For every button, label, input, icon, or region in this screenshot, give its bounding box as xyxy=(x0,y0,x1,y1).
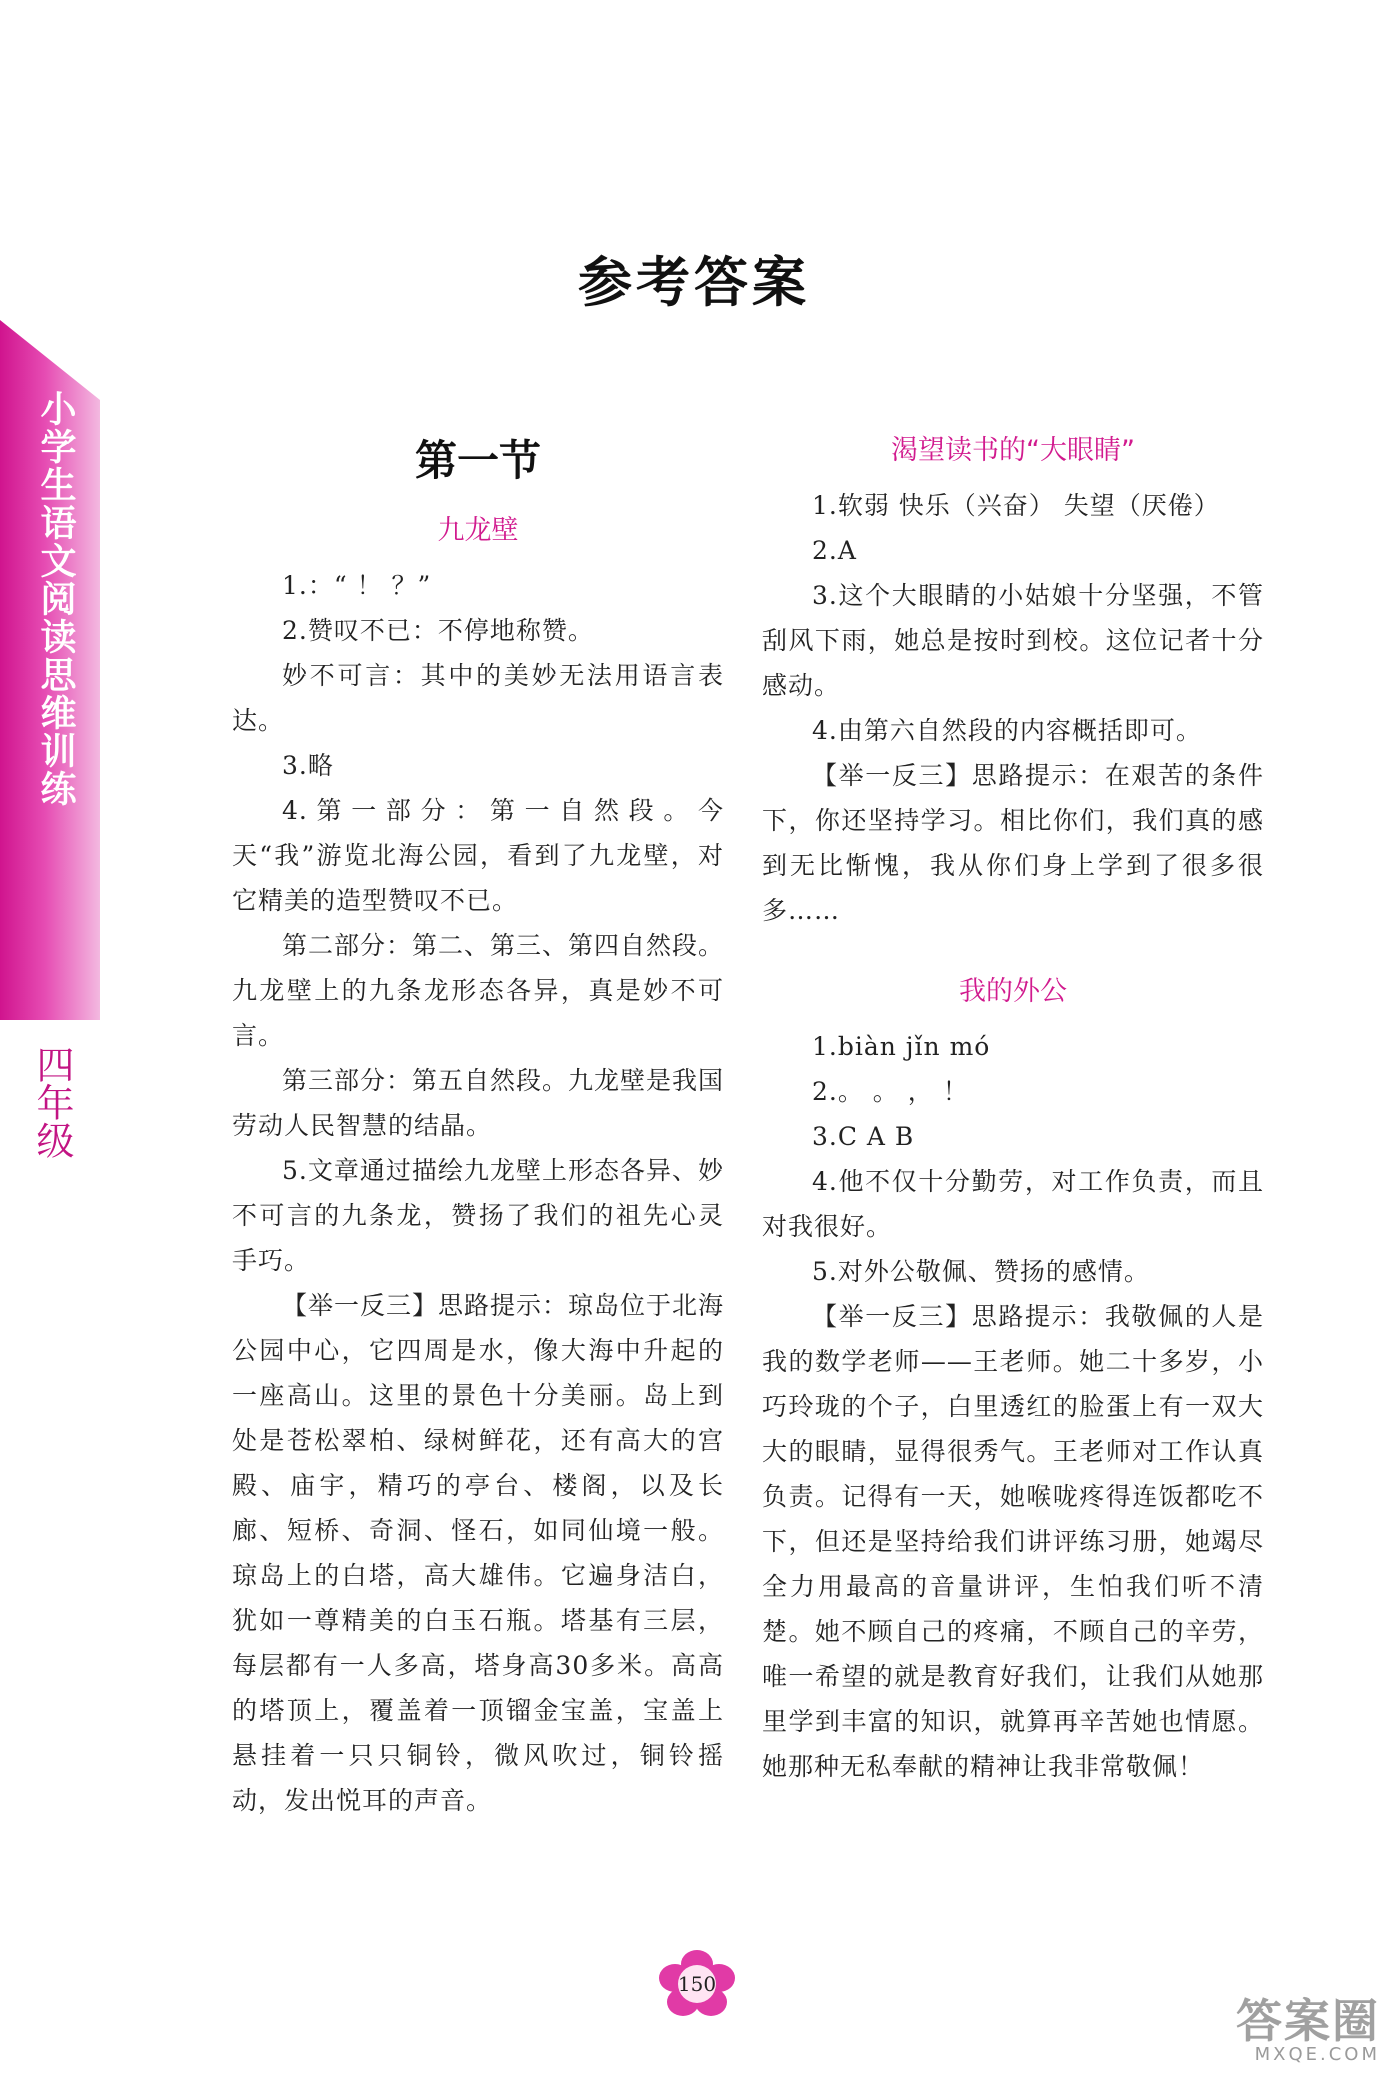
watermark-url: MXQE.COM xyxy=(1254,2044,1380,2065)
answer-item: 4.他不仅十分勤劳，对工作负责，而且对我很好。 xyxy=(762,1167,1264,1241)
article-title-grandpa: 我的外公 xyxy=(959,976,1067,1007)
answer-item: 2.A xyxy=(812,536,857,565)
grade-label: 四年级 xyxy=(30,1045,74,1159)
section-heading: 第一节 xyxy=(414,436,541,485)
answer-item: 2.赞叹不已：不停地称赞。 xyxy=(282,616,594,645)
right-column xyxy=(762,428,1264,1789)
page-number-badge xyxy=(655,1948,739,2020)
book-series-title: 小学生语文阅读思维训练 xyxy=(35,390,76,808)
answer-item: 4.第一部分：第一自然段。今天“我”游览北海公园，看到了九龙壁，对它精美的造型赞叹不已。 xyxy=(232,796,724,915)
answer-item: 5.对外公敬佩、赞扬的感情。 xyxy=(812,1257,1150,1286)
answer-item: 1.：“ ！ ？” xyxy=(282,571,432,600)
watermark xyxy=(1150,1994,1380,2067)
answer-item: 1.biàn jǐn mó xyxy=(812,1032,991,1061)
answer-item: 3.略 xyxy=(282,751,334,780)
extension-answer: 【举一反三】思路提示：我敬佩的人是我的数学老师——王老师。她二十多岁，小巧玲珑的个子，白里透红的脸蛋上有一双大大的眼睛，显得很秀气。王老师对工作认真负责。记得有一天，她喉咙疼得连饭都吃不下，但还是坚持给我们讲评练习册，她竭尽全力用最高的音量讲评，生怕我们听不清楚。她不顾自己的疼痛，不顾自己的辛劳，唯一希望的就是教育好我们，让我们从她那里学到丰富的知识，就算再辛苦她也情愿。她那种无私奉献的精神让我非常敬佩！ xyxy=(762,1302,1264,1781)
answer-item: 2.。 。 ， ！ xyxy=(812,1077,969,1106)
left-column xyxy=(232,428,724,1823)
answer-item: 妙不可言：其中的美妙无法用语言表达。 xyxy=(232,661,724,735)
page-number: 150 xyxy=(677,1972,717,1996)
answer-item: 1.软弱 快乐（兴奋） 失望（厌倦） xyxy=(812,491,1220,520)
answer-item: 3.这个大眼睛的小姑娘十分坚强，不管刮风下雨，她总是按时到校。这位记者十分感动。 xyxy=(762,581,1264,700)
answer-item: 第二部分：第二、第三、第四自然段。九龙壁上的九条龙形态各异，真是妙不可言。 xyxy=(232,931,725,1050)
article-title-big-eyes: 渴望读书的“大眼睛” xyxy=(891,435,1135,466)
watermark-brand: 答案圈 xyxy=(1236,1994,1380,2048)
answer-item: 3.C A B xyxy=(812,1122,915,1151)
answer-item: 5.文章通过描绘九龙壁上形态各异、妙不可言的九条龙，赞扬了我们的祖先心灵手巧。 xyxy=(232,1156,724,1275)
answer-item: 第三部分：第五自然段。九龙壁是我国劳动人民智慧的结晶。 xyxy=(232,1066,725,1140)
answer-item: 4.由第六自然段的内容概括即可。 xyxy=(812,716,1202,745)
extension-answer: 【举一反三】思路提示：在艰苦的条件下，你还坚持学习。相比你们，我们真的感到无比惭愧，我从你们身上学到了很多很多…… xyxy=(762,761,1264,925)
page-title: 参考答案 xyxy=(578,250,810,314)
article-title-jiulongbi: 九龙壁 xyxy=(437,515,519,546)
extension-answer: 【举一反三】思路提示：琼岛位于北海公园中心，它四周是水，像大海中升起的一座高山。这里的景色十分美丽。岛上到处是苍松翠柏、绿树鲜花，还有高大的宫殿、庙宇，精巧的亭台、楼阁，以及长廊、短桥、奇洞、怪石，如同仙境一般。琼岛上的白塔，高大雄伟。它遍身洁白，犹如一尊精美的白玉石瓶。塔基有三层，每层都有一人多高，塔身高30多米。高高的塔顶上，覆盖着一顶镏金宝盖，宝盖上悬挂着一只只铜铃，微风吹过，铜铃摇动，发出悦耳的声音。 xyxy=(232,1291,725,1815)
